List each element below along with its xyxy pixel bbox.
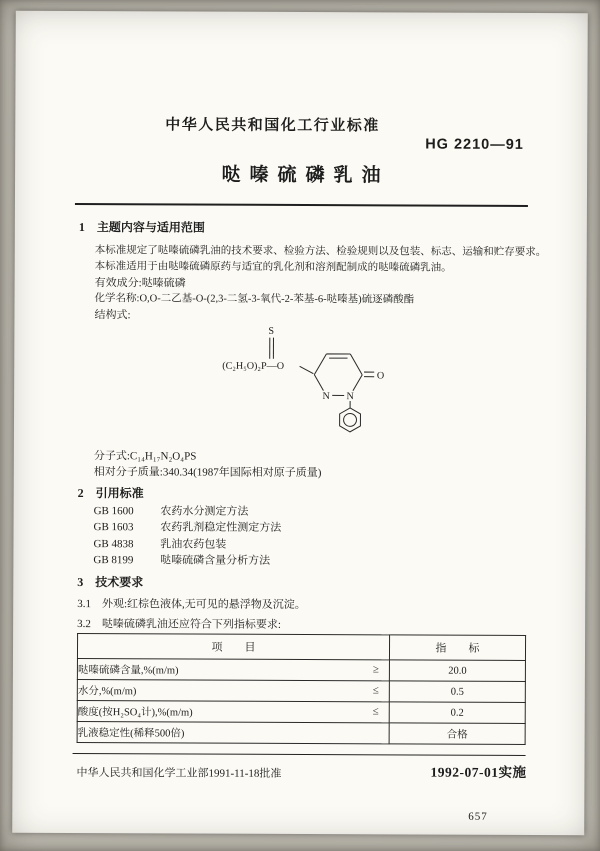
spec-item-relation: ≤ [372,684,379,697]
spec-item-name: 水分,%(m/m) [77,685,137,697]
spec-item-name: 哒嗪硫磷含量,%(m/m) [77,664,179,676]
spec-table-header-row [77,634,525,661]
appearance-clause: 3.1 外观:红棕色液体,无可见的悬浮物及沉淀。 [77,598,306,612]
footer-divider [73,753,526,756]
standard-number: HG 2210—91 [425,136,524,153]
spec-item-relation: ≥ [372,663,379,676]
spec-table-index-header: 指 标 [389,635,525,661]
reference-title: 哒嗪硫磷含量分析方法 [160,554,271,567]
reference-code: GB 1600 [93,505,134,518]
page-number: 657 [468,810,488,823]
document-title: 哒嗪硫磷乳油 [221,164,390,187]
reference-item [94,518,282,535]
scope-paragraph-2: 本标准适用于由哒嗪硫磷原药与适宜的乳化剂和溶剂配制成的哒嗪硫磷乳油。 [94,261,452,274]
section-2-heading: 2 引用标准 [77,486,144,501]
structure-sulfur-label: S [268,325,275,337]
reference-title: 农药乳剂稳定性测定方法 [160,521,282,534]
table-row [77,722,525,745]
spec-item-name: 乳液稳定性(稀释500倍) [77,727,185,739]
reference-code: GB 4838 [93,538,134,551]
spec-item-value: 0.2 [389,702,525,724]
reference-code: GB 1603 [93,521,134,534]
table-row [77,701,525,724]
section-3-heading: 3 技术要求 [77,575,144,590]
structure-nitrogen-1-label: N [322,391,330,403]
molecular-weight-line: 相对分子质量:340.34(1987年国际相对原子质量) [93,466,322,480]
structure-carbonyl-oxygen-label: O [376,370,385,382]
spec-table [77,633,526,745]
standard-type-heading: 中华人民共和国化工行业标准 [165,117,380,135]
spec-intro-clause: 3.2 哒嗪硫磷乳油还应符合下列指标要求: [77,618,281,631]
structure-phosphate-group-label: (C₂H₅O)₂P—O [222,360,285,372]
spec-item-relation: ≤ [372,705,379,718]
phenyl-ring [340,408,361,432]
reference-title: 农药水分测定方法 [160,505,249,518]
title-divider [75,203,528,207]
reference-code: GB 8199 [93,554,134,567]
active-ingredient-line: 有效成分:哒嗪硫磷 [94,277,186,290]
spec-item-value: 合格 [389,723,525,745]
chemical-structure-diagram [222,322,398,441]
implementation-date: 1992-07-01实施 [430,764,527,780]
table-row [77,680,525,703]
spec-table-item-header: 项 目 [77,634,389,660]
reference-item [93,535,226,552]
approval-statement: 中华人民共和国化学工业部1991-11-18批准 [76,767,282,780]
structure-label: 结构式: [94,309,131,322]
chemical-name-line: 化学名称:O,O-二乙基-O-(2,3-二氢-3-氧代-2-苯基-6-哒嗪基)硫逐磷酸酯 [94,293,415,306]
spec-item-value: 20.0 [389,660,525,682]
reference-item [94,502,249,519]
section-1-heading: 1 主题内容与适用范围 [78,220,205,235]
document-page [12,11,588,835]
reference-title: 乳油农药包装 [160,538,227,551]
structure-nitrogen-2-label: N [346,391,354,403]
molecular-formula-line: 分子式:C₁₄H₁₇N₂O₄PS [93,450,197,463]
spec-item-name: 酸度(按H₂SO₄计),%(m/m) [77,706,193,719]
spec-item-value: 0.5 [389,681,525,703]
scope-paragraph-1: 本标准规定了哒嗪硫磷乳油的技术要求、检验方法、检验规则以及包装、标志、运输和贮存要求。 [94,245,547,259]
table-row [77,659,525,682]
reference-item [93,551,270,568]
